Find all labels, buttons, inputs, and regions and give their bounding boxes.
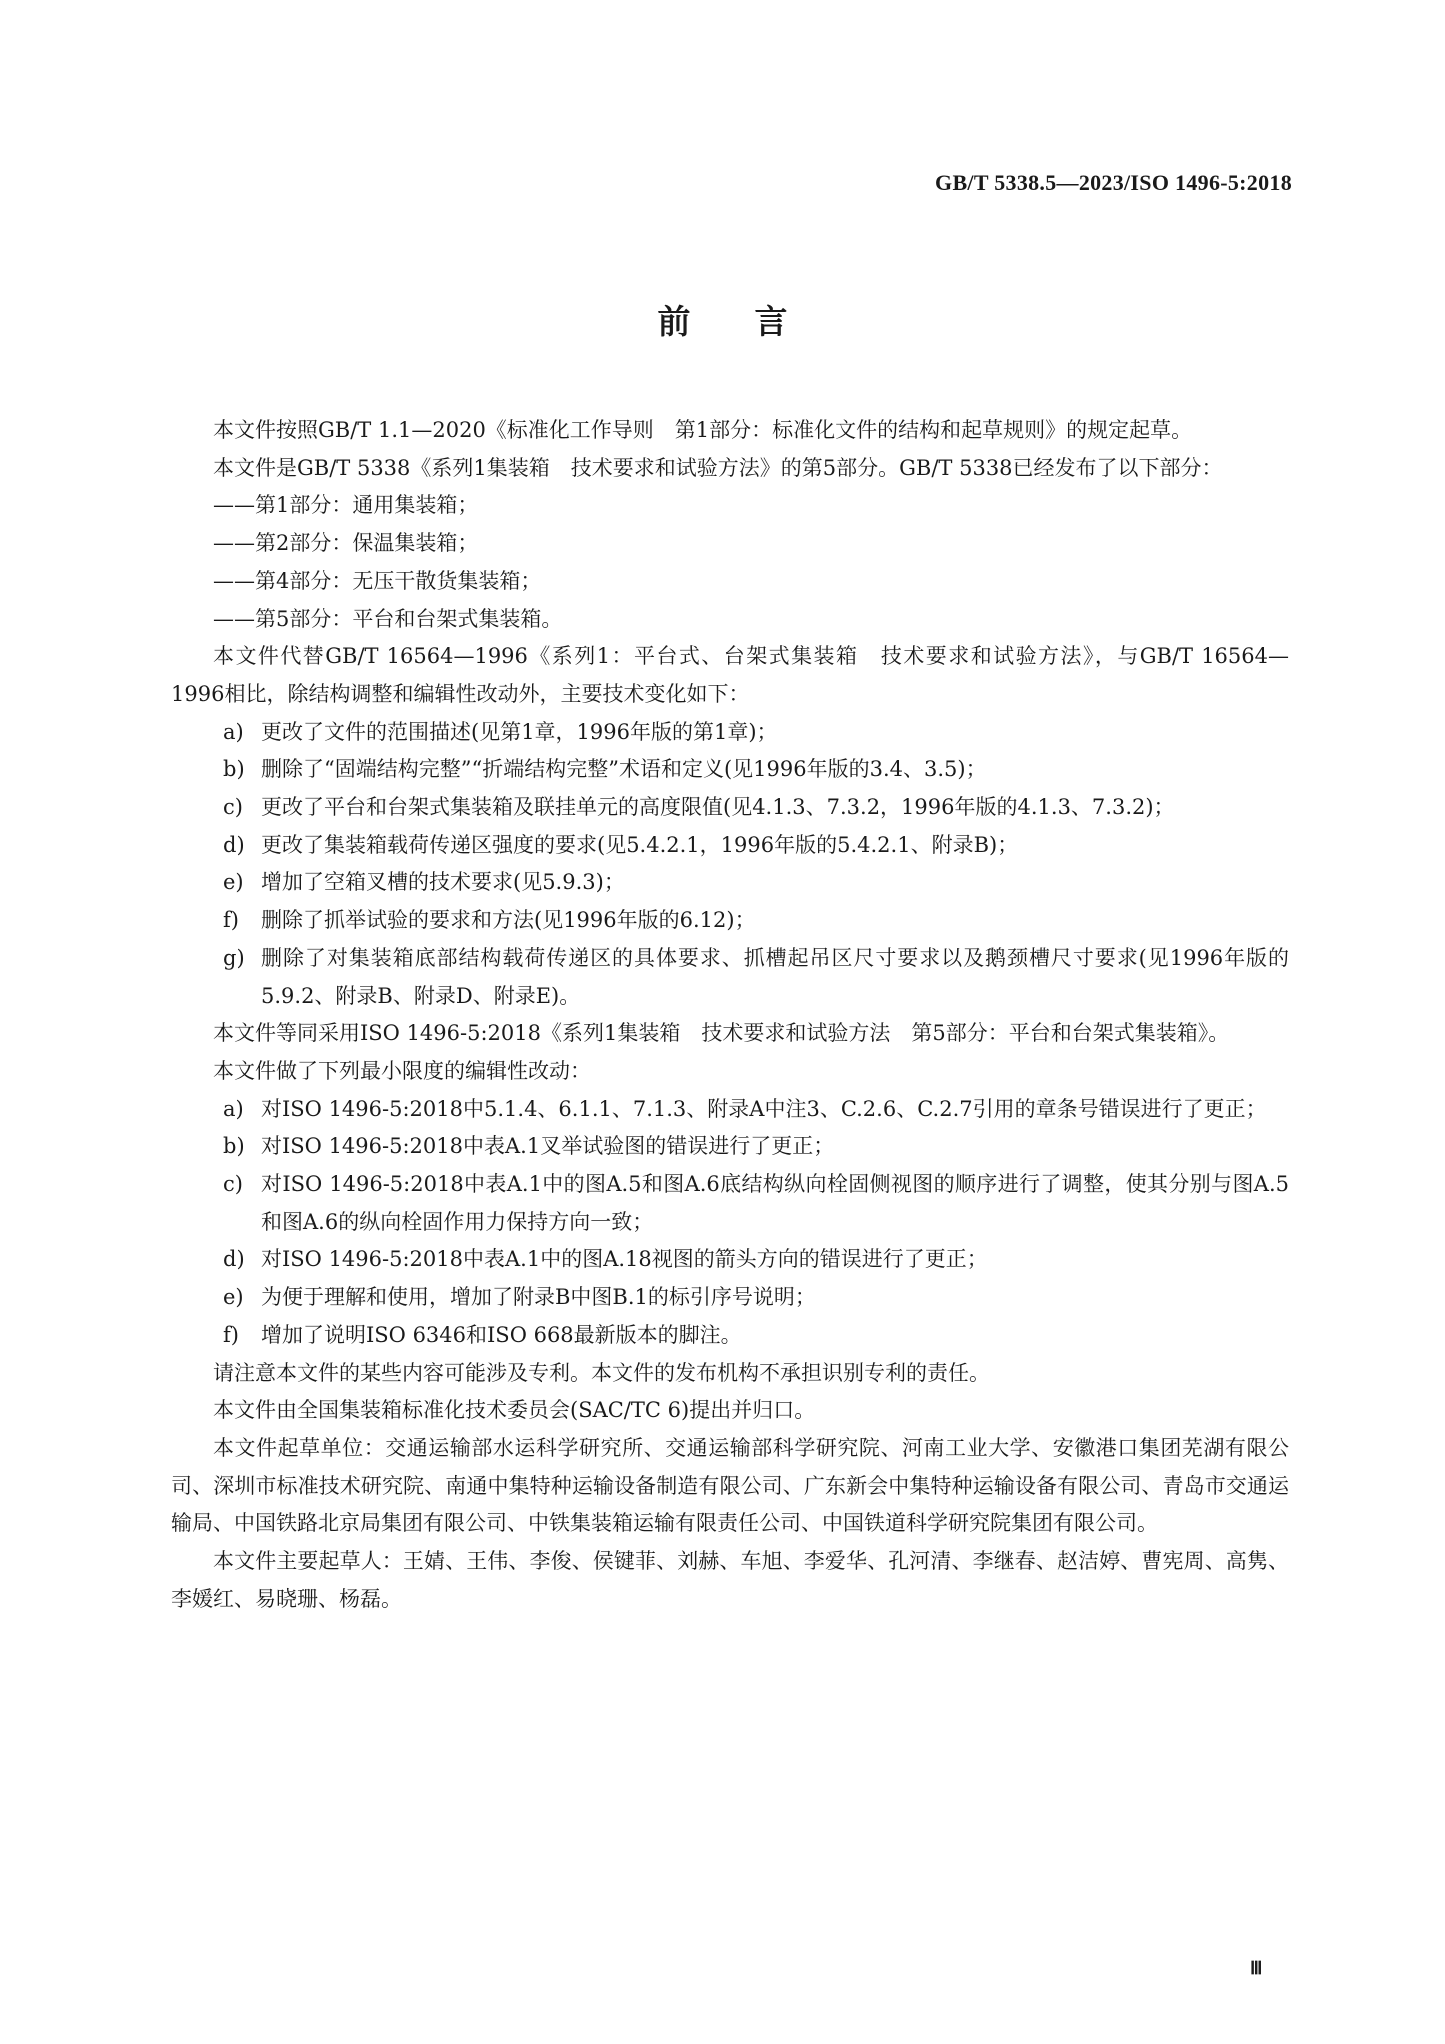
list-item-text: 删除了抓举试验的要求和方法(见1996年版的6.12)； bbox=[261, 908, 756, 933]
list-item bbox=[171, 1166, 1289, 1241]
page-title: 前言 bbox=[657, 302, 852, 341]
list-item bbox=[171, 1128, 1289, 1166]
list-item-text: 对ISO 1496-5:2018中5.1.4、6.1.1、7.1.3、附录A中注3、C.2.6、C.2.7引用的章条号错误进行了更正； bbox=[261, 1096, 1267, 1121]
list-item bbox=[171, 1091, 1289, 1129]
list-item-label: e) bbox=[223, 1285, 244, 1310]
list-item-text: 对ISO 1496-5:2018中表A.1中的图A.18视图的箭头方向的错误进行了更正； bbox=[261, 1247, 988, 1272]
list-item-label: d) bbox=[223, 1247, 245, 1272]
list-item-label: e) bbox=[223, 870, 244, 895]
list-item-text: 增加了说明ISO 6346和ISO 668最新版本的脚注。 bbox=[261, 1322, 742, 1347]
technical-changes-list bbox=[171, 714, 1289, 1016]
list-item bbox=[171, 751, 1289, 789]
list-item-label: g) bbox=[223, 945, 245, 970]
paragraph-series-intro: 本文件是GB/T 5338《系列1集装箱 技术要求和试验方法》的第5部分。GB/T 5338已经发布了以下部分： bbox=[213, 455, 1223, 480]
list-item bbox=[171, 714, 1289, 752]
list-item-label: c) bbox=[223, 795, 243, 820]
list-item bbox=[171, 1279, 1289, 1317]
list-item-label: b) bbox=[223, 757, 245, 782]
list-item bbox=[171, 1317, 1289, 1355]
paragraph-committee: 本文件由全国集装箱标准化技术委员会(SAC/TC 6)提出并归口。 bbox=[213, 1398, 816, 1423]
list-item bbox=[171, 940, 1289, 1015]
list-item-label: c) bbox=[223, 1172, 243, 1197]
paragraph-drafting-units: 本文件起草单位：交通运输部水运科学研究所、交通运输部科学研究院、河南工业大学、安徽港口集团芜湖有限公司、深圳市标准技术研究院、南通中集特种运输设备制造有限公司、广东新会中集特种运输设备有限公司、青岛市交通运输局、中国铁路北京局集团有限公司、中铁集装箱运输有限责任公司、中国铁道科学研究院集团有限公司。 bbox=[171, 1435, 1289, 1536]
list-item-text: 对ISO 1496-5:2018中表A.1叉举试验图的错误进行了更正； bbox=[261, 1134, 835, 1159]
paragraph-replaces: 本文件代替GB/T 16564—1996《系列1：平台式、台架式集装箱 技术要求和试验方法》，与GB/T 16564—1996相比，除结构调整和编辑性改动外，主要技术变化如下： bbox=[171, 644, 1289, 706]
list-item bbox=[171, 827, 1289, 865]
list-item-label: a) bbox=[223, 1096, 244, 1121]
paragraph-equivalence: 本文件等同采用ISO 1496-5:2018《系列1集装箱 技术要求和试验方法 第5部分：平台和台架式集装箱》。 bbox=[213, 1021, 1230, 1046]
list-item bbox=[171, 1241, 1289, 1279]
page-number: Ⅲ bbox=[1250, 1958, 1263, 1978]
list-item-text: 删除了“固端结构完整”“折端结构完整”术语和定义(见1996年版的3.4、3.5)； bbox=[261, 757, 987, 782]
list-item-label: b) bbox=[223, 1134, 245, 1159]
list-item-text: 更改了集装箱载荷传递区强度的要求(见5.4.2.1，1996年版的5.4.2.1、附录B)； bbox=[261, 832, 1019, 857]
part-list-item: ——第2部分：保温集装箱； bbox=[213, 531, 479, 556]
list-item-text: 增加了空箱叉槽的技术要求(见5.9.3)； bbox=[261, 870, 625, 895]
list-item-text: 删除了对集装箱底部结构载荷传递区的具体要求、抓槽起吊区尺寸要求以及鹅颈槽尺寸要求(见1996年版的5.9.2、附录B、附录D、附录E)。 bbox=[261, 945, 1289, 1008]
paragraph-patent-notice: 请注意本文件的某些内容可能涉及专利。本文件的发布机构不承担识别专利的责任。 bbox=[213, 1360, 990, 1385]
list-item-text: 对ISO 1496-5:2018中表A.1中的图A.5和图A.6底结构纵向栓固侧视图的顺序进行了调整，使其分别与图A.5和图A.6的纵向栓固作用力保持方向一致； bbox=[261, 1172, 1289, 1234]
paragraph-drafters: 本文件主要起草人：王婧、王伟、李俊、侯键菲、刘赫、车旭、李爱华、孔河清、李继春、赵洁婷、曹宪周、高隽、李媛红、易晓珊、杨磊。 bbox=[171, 1549, 1289, 1611]
list-item-text: 更改了平台和台架式集装箱及联挂单元的高度限值(见4.1.3、7.3.2，1996年版的4.1.3、7.3.2)； bbox=[261, 795, 1175, 820]
part-list-item: ——第4部分：无压干散货集装箱； bbox=[213, 568, 542, 593]
list-item-text: 更改了文件的范围描述(见第1章，1996年版的第1章)； bbox=[261, 719, 778, 744]
editorial-changes-list bbox=[171, 1091, 1289, 1355]
list-item-label: d) bbox=[223, 832, 245, 857]
part-list-item: ——第1部分：通用集装箱； bbox=[213, 493, 479, 518]
list-item-label: a) bbox=[223, 719, 244, 744]
list-item-label: f) bbox=[223, 908, 239, 933]
list-item bbox=[171, 864, 1289, 902]
list-item-text: 为便于理解和使用，增加了附录B中图B.1的标引序号说明； bbox=[261, 1285, 816, 1310]
paragraph-editorial-intro: 本文件做了下列最小限度的编辑性改动： bbox=[213, 1058, 591, 1083]
list-item bbox=[171, 789, 1289, 827]
list-item bbox=[171, 902, 1289, 940]
standard-code-header: GB/T 5338.5—2023/ISO 1496-5:2018 bbox=[935, 170, 1292, 195]
foreword-body bbox=[171, 412, 1289, 1619]
list-item-label: f) bbox=[223, 1322, 239, 1347]
part-list-item: ——第5部分：平台和台架式集装箱。 bbox=[213, 606, 563, 631]
paragraph-drafting-rules: 本文件按照GB/T 1.1—2020《标准化工作导则 第1部分：标准化文件的结构和起草规则》的规定起草。 bbox=[213, 418, 1193, 442]
